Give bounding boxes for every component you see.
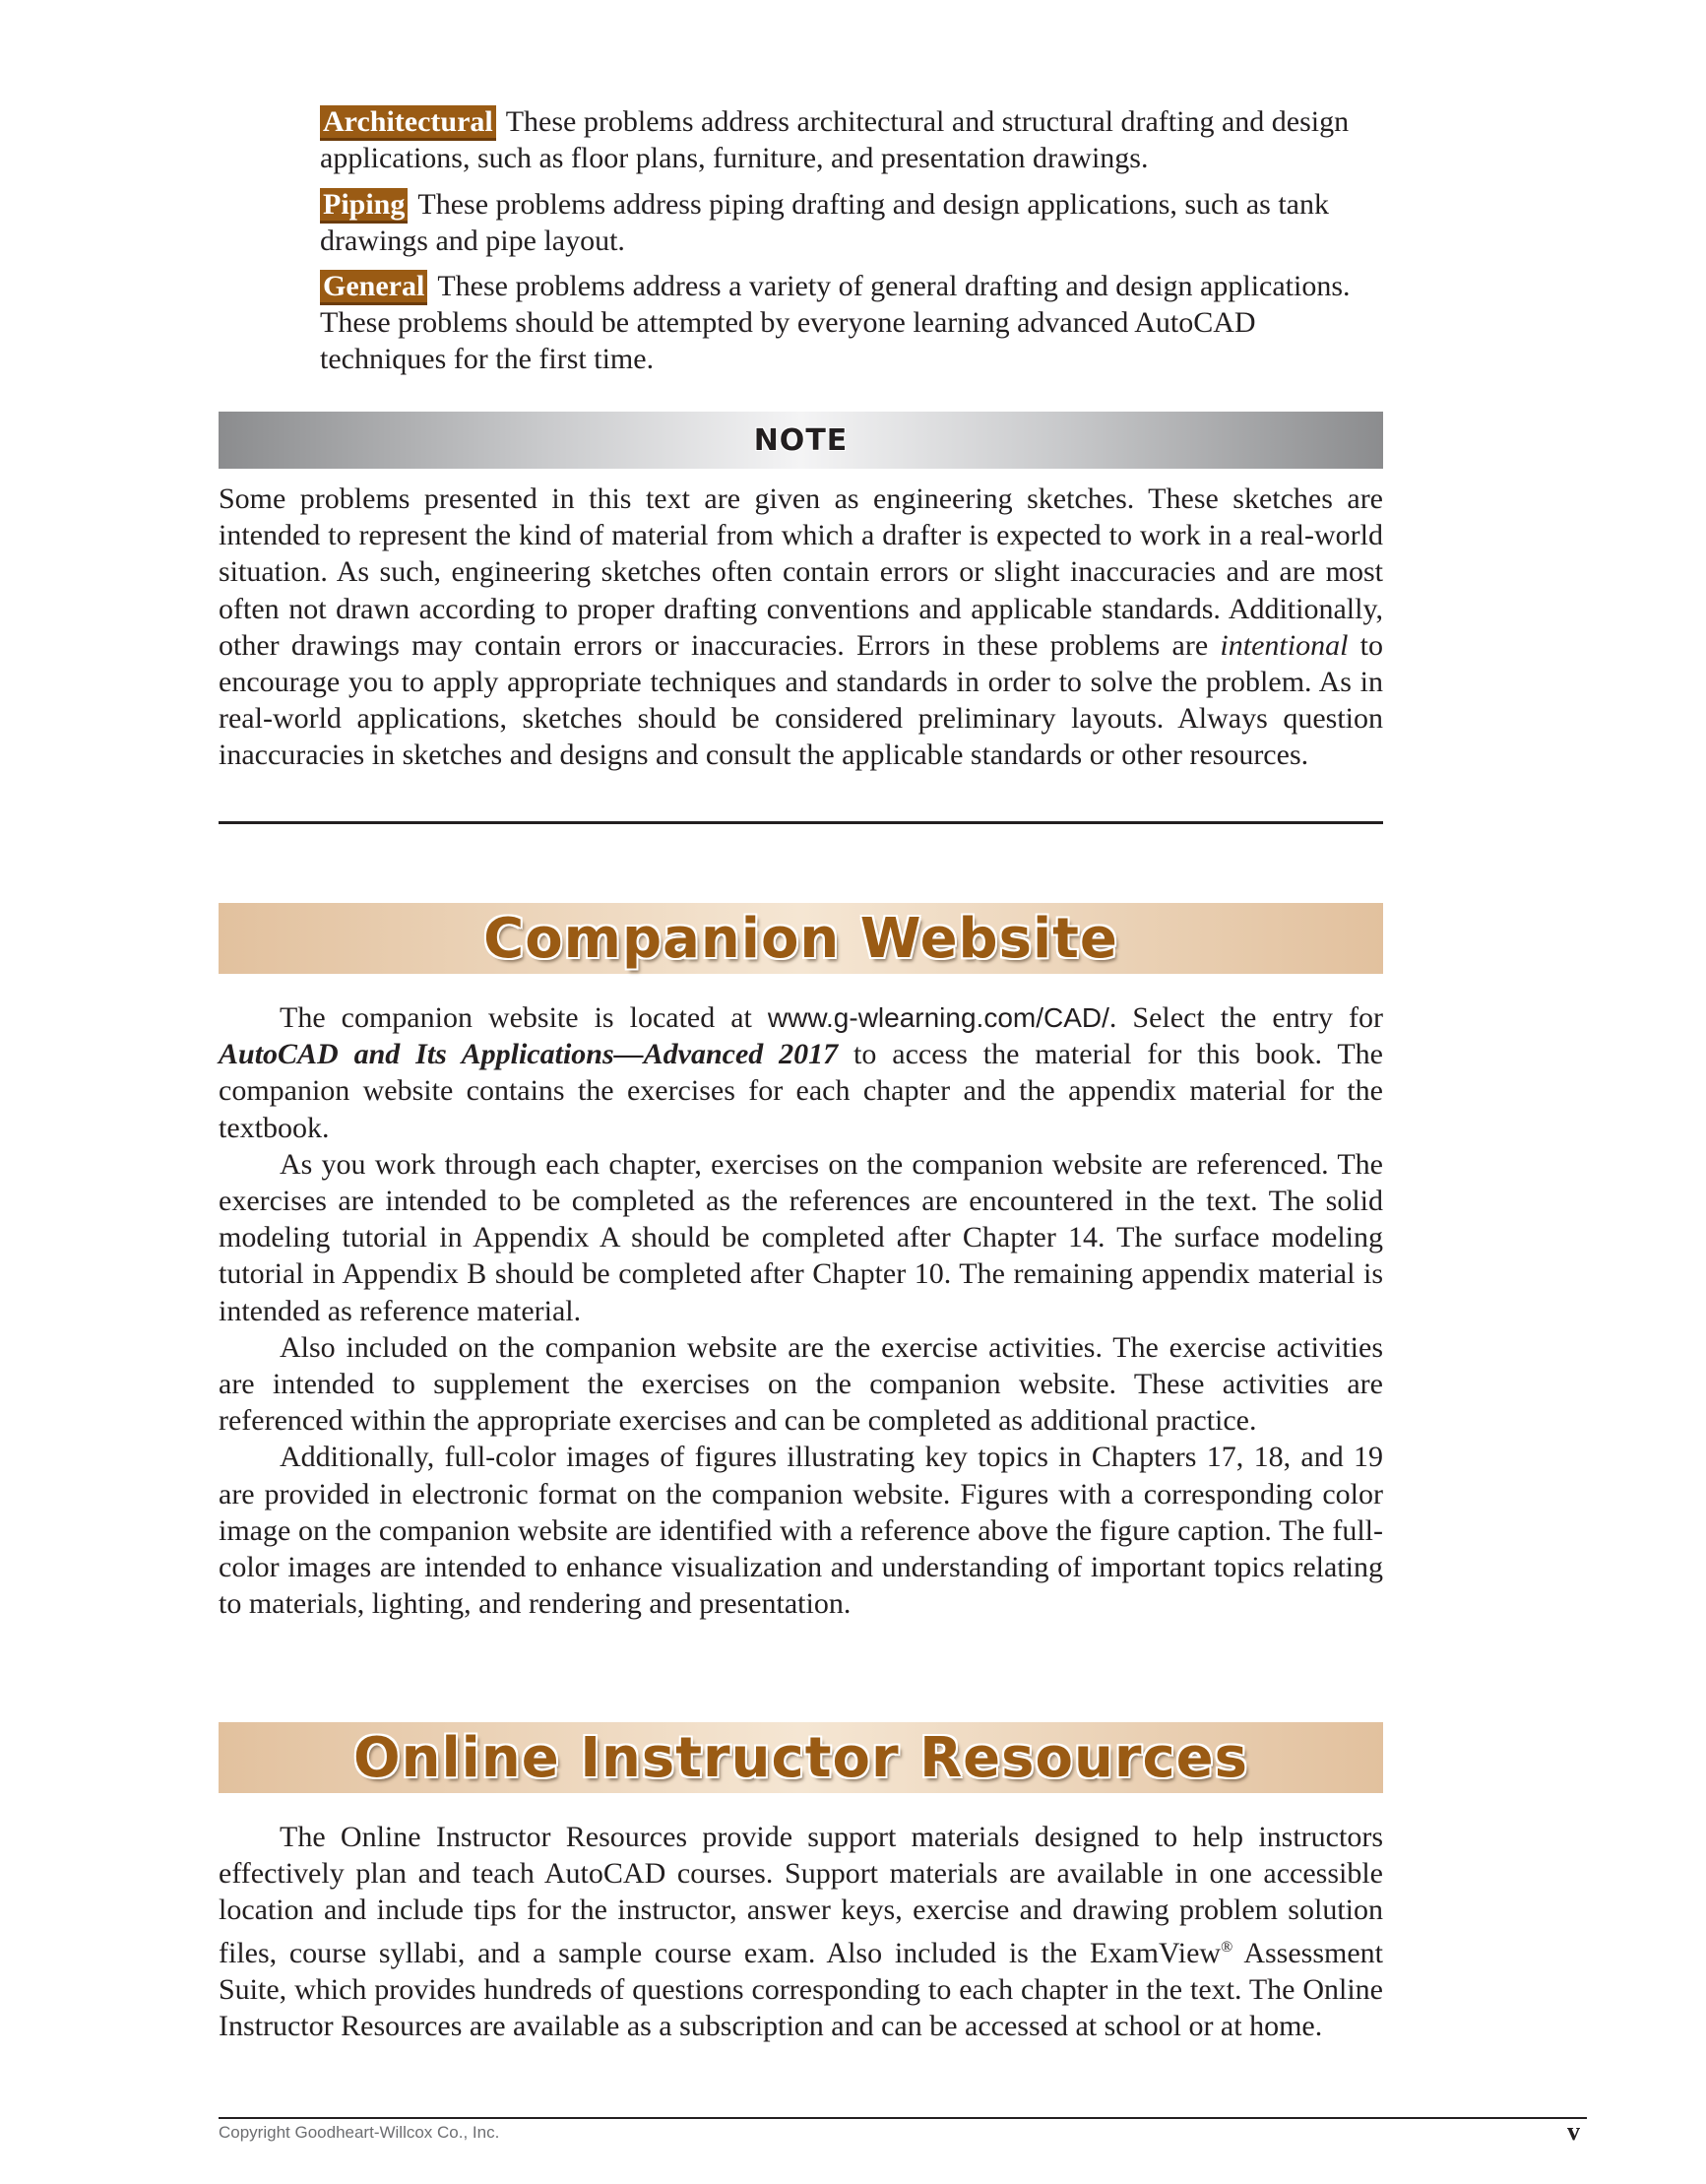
- companion-website-header: [219, 903, 1383, 974]
- category-text-piping: These problems address piping drafting and design applications, such as tank drawings and pipe layout.: [320, 188, 1329, 257]
- note-text-before: Some problems presented in this text are given as engineering sketches. These sketches are intended to represent the kind of material from which a drafter is expected to work in a real-world situation. As such, engineering sketches often contain errors or slight inaccuracies and are most often not drawn according to proper drafting conventions and applicable standards. Additionally, other drawings may contain errors or inaccuracies. Errors in these problems are: [219, 482, 1383, 662]
- note-body: [219, 481, 1383, 774]
- page-number: v: [1567, 2117, 1580, 2146]
- instructor-p1-start: The Online Instructor Resources provide support materials designed to help instructors effectively plan and teach AutoCAD courses. Support materials are available in one accessible location and include tips for the instructor, answer keys, exercise and drawing problem solution files, course syllabi, and a sample course exam. Also included is the ExamView: [219, 1821, 1383, 1969]
- companion-p1-start: The companion website is located at: [280, 1001, 768, 1034]
- instructor-resources-body: [219, 1819, 1383, 2044]
- companion-url-link[interactable]: www.g-wlearning.com/CAD/: [767, 1002, 1109, 1033]
- companion-p1-middle: . Select the entry for: [1108, 1001, 1384, 1034]
- companion-p1-end: to access the material for this book. The companion website contains the exercises for each chapter and the appendix material for the textbook.: [219, 1038, 1383, 1144]
- instructor-resources-header: [219, 1722, 1383, 1793]
- category-architectural: [320, 103, 1383, 176]
- instructor-p1-end: Assessment Suite, which provides hundreds of questions corresponding to each chapter in the text. The Online Instructor Resources are available as a subscription and can be accessed at school or at home.: [219, 1936, 1383, 2043]
- category-text-general: These problems address a variety of general drafting and design applications. These problems should be attempted by everyone learning advanced AutoCAD techniques for the first time.: [320, 270, 1351, 375]
- note-emphasis: intentional: [1220, 628, 1349, 662]
- category-text-architectural: These problems address architectural and structural drafting and design applications, such as floor plans, furniture, and presentation drawings.: [320, 105, 1350, 174]
- footer-rule: [219, 2117, 1587, 2119]
- companion-website-body: [219, 999, 1383, 1622]
- footer-copyright: Copyright Goodheart-Willcox Co., Inc.: [219, 2123, 500, 2142]
- instructor-paragraph-1: [219, 1819, 1383, 2044]
- registered-mark: ®: [1221, 1938, 1233, 1956]
- companion-paragraph-1: [219, 999, 1383, 1146]
- note-text-after: to encourage you to apply appropriate techniques and standards in order to solve the problem. As in real-world applications, sketches should be considered preliminary layouts. Always question inaccuracies in sketches and designs and consult the applicable standards or other resources.: [219, 628, 1384, 772]
- note-title: NOTE: [753, 422, 849, 458]
- companion-paragraph-3: Also included on the companion website are the exercise activities. The exercise activities are intended to supplement the exercises on the companion website. These activities are referenced within the appropriate exercises and can be completed as additional practice.: [219, 1330, 1383, 1438]
- category-general: [320, 268, 1383, 377]
- companion-paragraph-4: Additionally, full-color images of figures illustrating key topics in Chapters 17, 18, and 19 are provided in electronic format on the companion website. Figures with a corresponding color image on the companion website are identified with a reference above the figure caption. The full-color images are intended to enhance visualization and understanding of important topics relating to materials, lighting, and rendering and presentation.: [219, 1441, 1383, 1621]
- category-tag-piping: Piping: [320, 188, 408, 224]
- note-header: [219, 412, 1383, 469]
- companion-website-heading: Companion Website: [483, 906, 1118, 971]
- instructor-resources-heading: Online Instructor Resources: [353, 1725, 1248, 1790]
- book-title: AutoCAD and Its Applications—Advanced 2017: [219, 1038, 839, 1071]
- companion-paragraph-2: As you work through each chapter, exercises on the companion website are referenced. The exercises are intended to be completed as the references are encountered in the text. The solid modeling tutorial in Appendix A should be completed after Chapter 14. The surface modeling tutorial in Appendix B should be completed after Chapter 10. The remaining appendix material is intended as reference material.: [219, 1147, 1383, 1327]
- category-tag-general: General: [320, 270, 427, 305]
- note-bottom-rule: [219, 821, 1383, 824]
- category-tag-architectural: Architectural: [320, 105, 496, 141]
- category-piping: [320, 186, 1383, 259]
